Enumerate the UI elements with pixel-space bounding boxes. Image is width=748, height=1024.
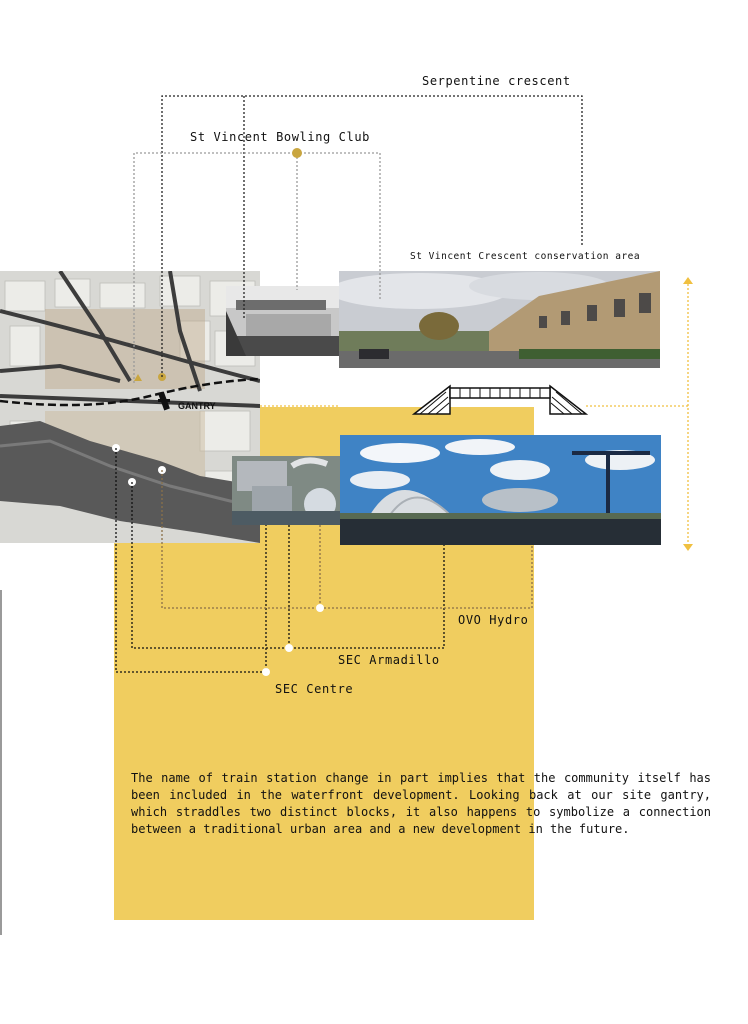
serpentine-crescent-label: Serpentine crescent xyxy=(422,74,571,88)
sec-armadillo-marker xyxy=(285,644,293,652)
sec-armadillo-label: SEC Armadillo xyxy=(338,653,440,667)
ovo-hydro-marker xyxy=(316,604,324,612)
sec-centre-label: SEC Centre xyxy=(275,682,354,696)
bowling-club-label: St Vincent Bowling Club xyxy=(190,130,370,144)
bowling-club-marker xyxy=(292,148,302,158)
bridge-icon xyxy=(414,386,586,414)
conservation-area-label: St Vincent Crescent conservation area xyxy=(410,251,641,262)
body-paragraph: The name of train station change in part implies that the community itself has been included in the waterfront development. Looking back at our site gantry, which straddles two distinct blocks, it also happens to symbolize a connection between a traditional urban area and a new development in the future. xyxy=(131,771,711,836)
gantry-label: GANTRY xyxy=(178,401,216,411)
sec-centre-marker xyxy=(262,668,270,676)
ovo-hydro-label: OVO Hydro xyxy=(458,613,529,627)
